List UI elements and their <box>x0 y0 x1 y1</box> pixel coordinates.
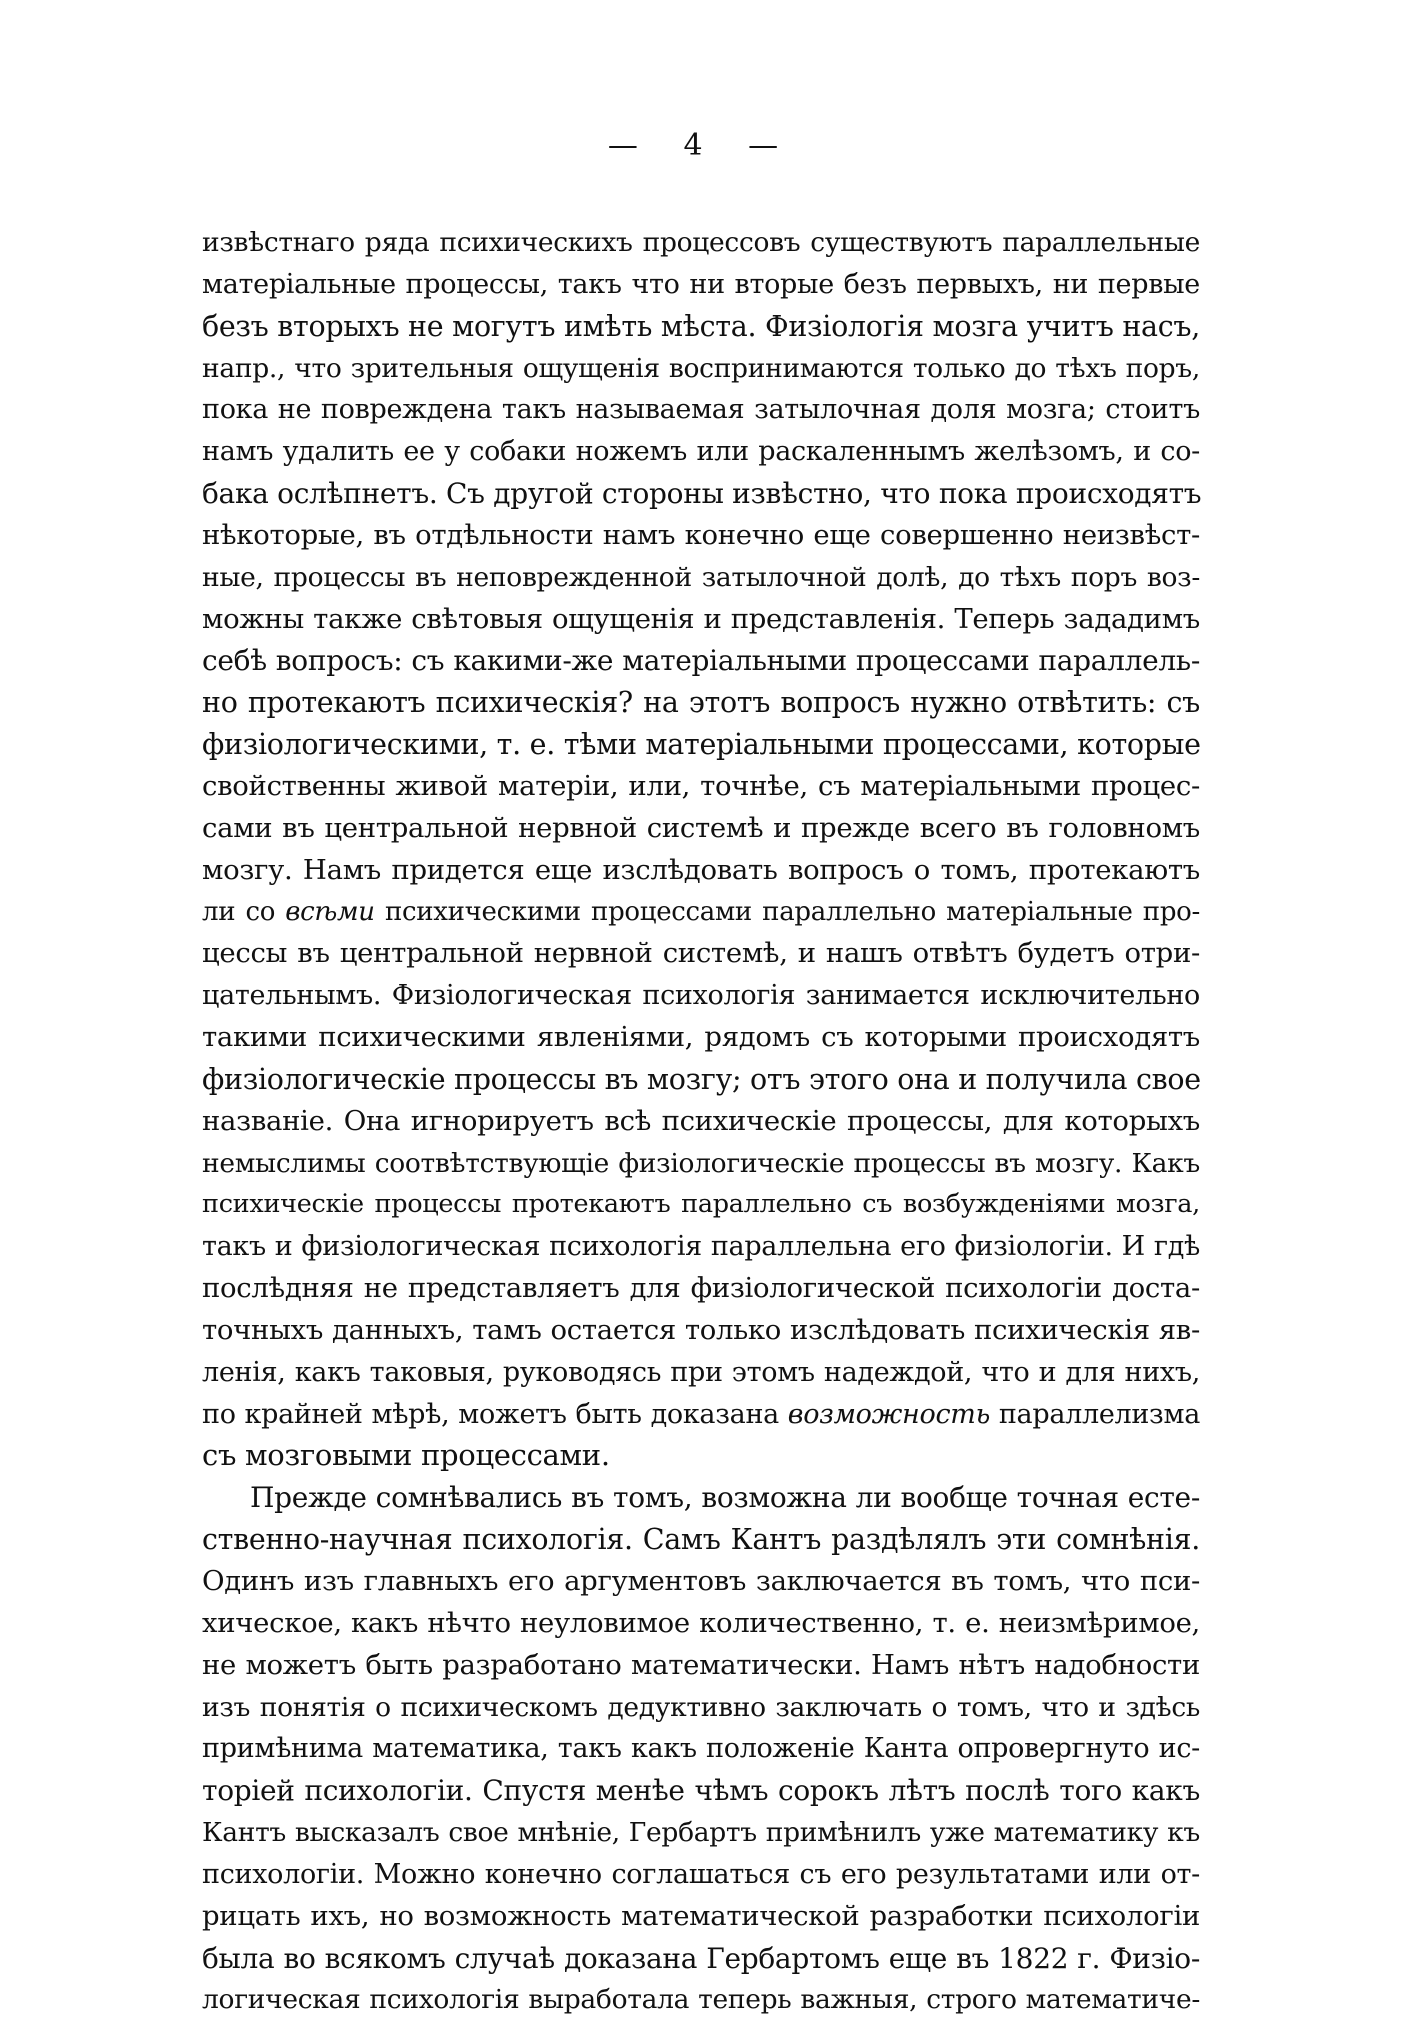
text-line: ственно-научная психологія. Самъ Кантъ раздѣлялъ эти сомнѣнія. <box>202 1523 1200 1557</box>
line-text-end: параллелизма <box>990 1398 1200 1430</box>
text-line: психологіи. Можно конечно соглашаться съ его результатами или от- <box>202 1858 1200 1890</box>
text-line: сами въ центральной нервной системѣ и прежде всего въ головномъ <box>202 811 1200 844</box>
text-line: физіологическими, т. е. тѣми матеріальными процессами, которые <box>202 728 1201 762</box>
text-line: матеріальные процессы, такъ что ни вторые безъ первыхъ, ни первые <box>202 268 1200 300</box>
text-line: свойственны живой матеріи, или, точнѣе, съ матеріальными процес- <box>202 769 1200 802</box>
text-line: цессы въ центральной нервной системѣ, и нашъ отвѣтъ будетъ отри- <box>202 937 1200 970</box>
text-line: цательнымъ. Физіологическая психологія занимается исключительно <box>202 980 1200 1012</box>
text-line: Кантъ высказалъ свое мнѣніе, Гербартъ примѣнилъ уже математику къ <box>202 1817 1200 1849</box>
text-line: психическіе процессы протекаютъ параллельно съ возбужденіями мозга, <box>202 1189 1200 1220</box>
text-line: Одинъ изъ главныхъ его аргументовъ заключается въ томъ, что пси- <box>202 1565 1200 1597</box>
text-line: ные, процессы въ неповрежденной затылочной долѣ, до тѣхъ поръ воз- <box>202 561 1200 593</box>
text-line: точныхъ данныхъ, тамъ остается только изслѣдовать психическія яв- <box>202 1313 1200 1346</box>
text-line: но протекаютъ психическія? на этотъ вопросъ нужно отвѣтить: съ <box>202 686 1200 720</box>
text-line: извѣстнаго ряда психическихъ процессовъ существуютъ параллельные <box>202 227 1200 258</box>
text-line: изъ понятія о психическомъ дедуктивно заключать о томъ, что и здѣсь <box>202 1691 1200 1723</box>
text-line: Прежде сомнѣвались въ томъ, возможна ли вообще точная есте- <box>250 1481 1200 1515</box>
text-line: напр., что зрительныя ощущенія воспринимаются только до тѣхъ поръ, <box>202 352 1200 384</box>
text-line: физіологическіе процессы въ мозгу; отъ этого она и получила свое <box>202 1062 1201 1096</box>
text-line: пока не повреждена такъ называемая затылочная доля мозга; стоитъ <box>202 394 1200 426</box>
text-line-with-italic <box>202 892 1200 934</box>
text-line: примѣнима математика, такъ какъ положеніе Канта опровергнуто ис- <box>202 1733 1200 1765</box>
text-line: торіей психологіи. Спустя менѣе чѣмъ сорокъ лѣтъ послѣ того какъ <box>202 1774 1200 1808</box>
text-line: намъ удалить ее у собаки ножемъ или раскаленнымъ желѣзомъ, и со- <box>202 436 1200 468</box>
line-text-end: психическими процессами параллельно матеріальные про- <box>374 896 1200 927</box>
text-line: бака ослѣпнетъ. Съ другой стороны извѣстно, что пока происходятъ <box>202 477 1202 511</box>
text-line: безъ вторыхъ не могутъ имѣть мѣста. Физіологія мозга учитъ насъ, <box>202 309 1200 343</box>
body-text <box>202 222 1200 2021</box>
text-line: мозгу. Намъ придется еще изслѣдовать вопросъ о томъ, протекаютъ <box>202 853 1200 886</box>
text-line: хическое, какъ нѣчто неуловимое количественно, т. е. неизмѣримое, <box>202 1606 1200 1639</box>
text-line: была во всякомъ случаѣ доказана Гербартомъ еще въ 1822 г. Физіо- <box>202 1941 1200 1975</box>
text-line: ленія, какъ таковыя, руководясь при этомъ надеждой, что и для нихъ, <box>202 1356 1200 1388</box>
page-number: — 4 — <box>607 128 797 163</box>
text-line: такъ и физіологическая психологія параллельна его физіологіи. И гдѣ <box>202 1231 1200 1263</box>
text-line: послѣдняя не представляетъ для физіологической психологіи доста- <box>202 1272 1200 1305</box>
text-line: съ мозговыми процессами. <box>202 1438 610 1473</box>
text-line-with-italic <box>202 1394 1200 1436</box>
text-line: названіе. Она игнорируетъ всѣ психическіе процессы, для которыхъ <box>202 1104 1200 1137</box>
paragraph-1 <box>202 222 1200 1477</box>
line-text-start: ли со <box>202 896 286 927</box>
italic-emphasis: возможность <box>787 1398 990 1430</box>
italic-emphasis: всѣми <box>285 896 375 927</box>
text-line: себѣ вопросъ: съ какими-же матеріальными процессами параллель- <box>202 644 1200 678</box>
text-line: немыслимы соотвѣтствующіе физіологическіе процессы въ мозгу. Какъ <box>202 1147 1200 1179</box>
text-line: логическая психологія выработала теперь важныя, строго математиче- <box>202 1984 1200 2016</box>
text-line: не можетъ быть разработано математически. Намъ нѣтъ надобности <box>202 1648 1200 1681</box>
text-line: можны также свѣтовыя ощущенія и представленія. Теперь зададимъ <box>202 602 1200 635</box>
text-line: такими психическими явленіями, рядомъ съ которыми происходятъ <box>202 1021 1200 1054</box>
text-line: нѣкоторые, въ отдѣльности намъ конечно еще совершенно неизвѣст- <box>202 518 1200 551</box>
line-text-start: по крайней мѣрѣ, можетъ быть доказана <box>202 1398 788 1430</box>
paragraph-2 <box>202 1477 1200 2021</box>
text-line: рицать ихъ, но возможность математической разработки психологіи <box>202 1899 1200 1932</box>
